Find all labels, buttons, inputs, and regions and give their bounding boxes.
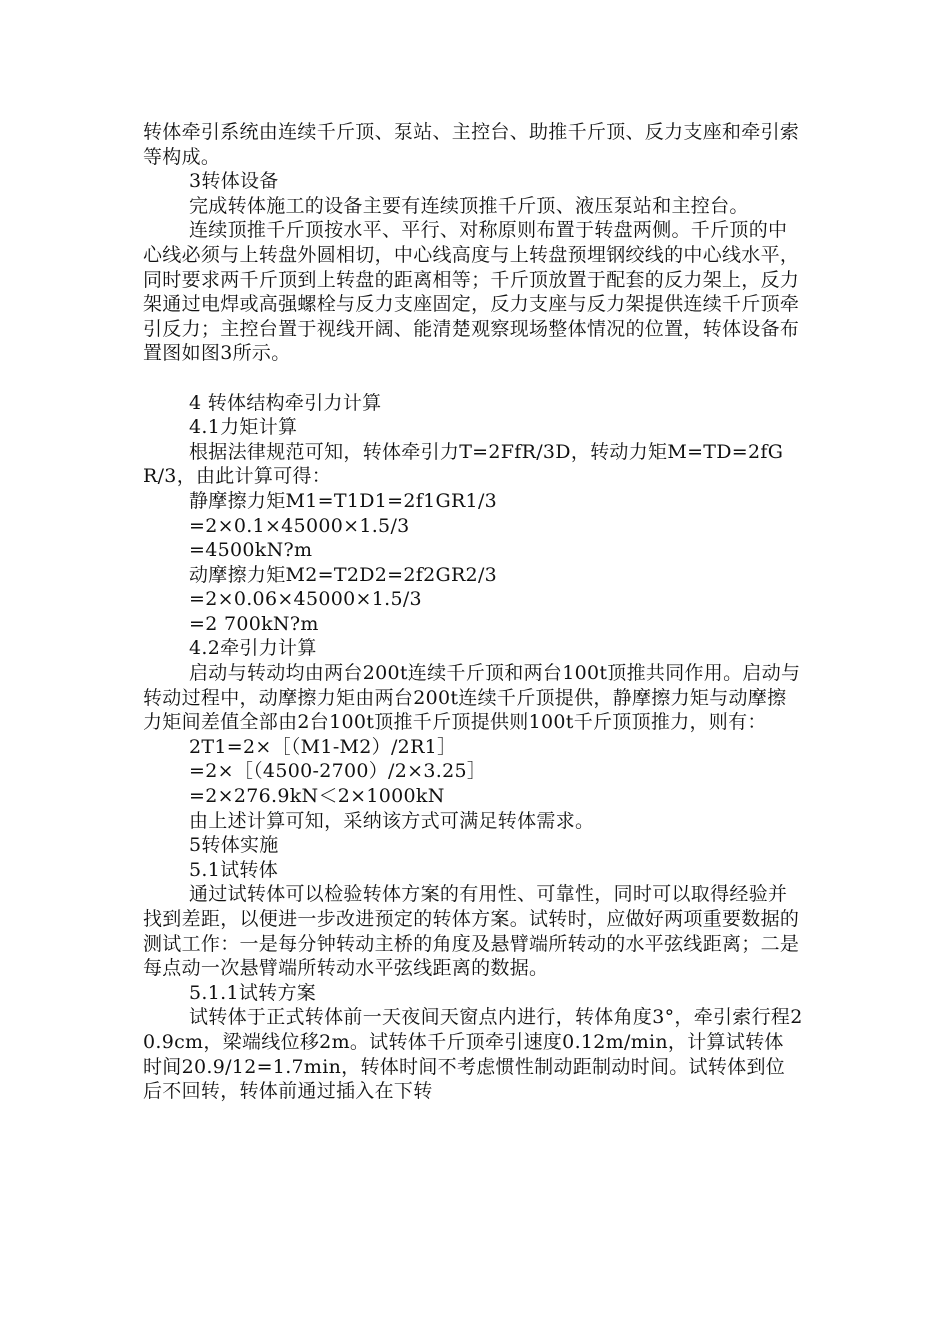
heading-3-equipment: 3转体设备	[189, 170, 279, 193]
paragraph-conclusion: 由上述计算可知，采纳该方式可满足转体需求。	[189, 809, 595, 832]
blank-line	[143, 366, 803, 391]
heading-4-2-traction-force: 4.2牵引力计算	[189, 637, 317, 660]
heading-5-implementation: 5转体实施	[189, 834, 279, 857]
paragraph-trial-plan: 试转体于正式转体前一天夜间天窗点内进行，转体角度3°，牵引索行程20.9cm，梁端线位移2m。试转体千斤顶牵引速度0.12m/min，计算试转体时间20.9/12=1.7min，转体时间不考虑惯性制动距制动时间。试转体到位后不回转，转体前通过插入在下转	[143, 1006, 803, 1103]
formula-traction-substitution: =2×［（4500-2700）/2×3.25］	[189, 760, 487, 783]
formula-dynamic-moment: 动摩擦力矩M2=T2D2=2f2GR2/3	[189, 563, 498, 586]
heading-4-traction-calc: 4 转体结构牵引力计算	[189, 391, 382, 414]
paragraph-jack-layout: 连续顶推千斤顶按水平、平行、对称原则布置于转盘两侧。千斤顶的中心线必须与上转盘外圆相切，中心线高度与上转盘预埋钢绞线的中心线水平，同时要求两千斤顶到上转盘的距离相等；千斤顶放置于配套的反力架上，反力架通过电焊或高强螺栓与反力支座固定，反力支座与反力架提供连续千斤顶牵引反力；主控台置于视线开阔、能清楚观察现场整体情况的位置，转体设备布置图如图3所示。	[143, 219, 800, 365]
paragraph-equipment-intro: 完成转体施工的设备主要有连续顶推千斤顶、液压泵站和主控台。	[189, 194, 749, 217]
heading-5-1-1-trial-plan: 5.1.1试转方案	[189, 981, 317, 1004]
heading-5-1-trial-rotation: 5.1试转体	[189, 858, 279, 881]
formula-traction-result: =2×276.9kN＜2×1000kN	[189, 785, 445, 808]
formula-static-moment: 静摩擦力矩M1=T1D1=2f1GR1/3	[189, 489, 498, 512]
paragraph-jack-operation: 启动与转动均由两台200t连续千斤顶和两台100t顶推共同作用。启动与转动过程中，动摩擦力矩由两台200t连续千斤顶提供，静摩擦力矩与动摩擦力矩间差值全部由2台100t顶推千斤顶提供则100t千斤顶顶推力，则有：	[143, 662, 801, 734]
formula-static-result: =4500kN?m	[189, 539, 313, 562]
paragraph-formula-intro: 根据法律规范可知，转体牵引力T=2FfR/3D，转动力矩M=TD=2fGR/3，由此计算可得：	[143, 440, 784, 488]
document-page	[143, 120, 803, 1104]
formula-dynamic-substitution: =2×0.06×45000×1.5/3	[189, 588, 422, 611]
paragraph-trial-purpose: 通过试转体可以检验转体方案的有用性、可靠性，同时可以取得经验并找到差距，以便进一步改进预定的转体方案。试转时，应做好两项重要数据的测试工作：一是每分钟转动主桥的角度及悬臂端所转动的水平弦线距离；二是每点动一次悬臂端所转动水平弦线距离的数据。	[143, 883, 800, 980]
heading-4-1-moment-calc: 4.1力矩计算	[189, 416, 298, 439]
formula-traction: 2T1=2×［（M1-M2）/2R1］	[189, 735, 457, 758]
formula-dynamic-result: =2 700kN?m	[189, 612, 319, 635]
formula-static-substitution: =2×0.1×45000×1.5/3	[189, 514, 410, 537]
paragraph-traction-system: 转体牵引系统由连续千斤顶、泵站、主控台、助推千斤顶、反力支座和牵引索等构成。	[143, 121, 800, 168]
